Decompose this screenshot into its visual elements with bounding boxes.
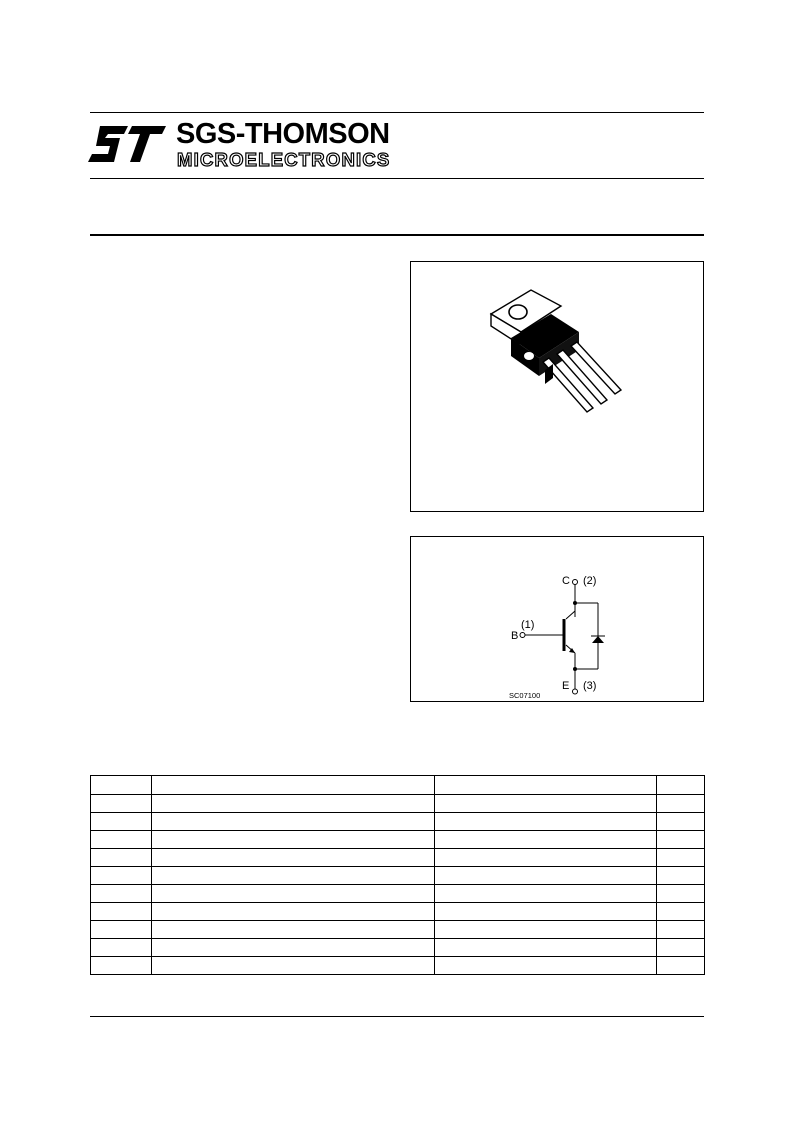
- table-cell: [657, 903, 705, 921]
- table-cell: [91, 903, 152, 921]
- table-cell: [152, 795, 435, 813]
- table-cell: [657, 795, 705, 813]
- table-row: [91, 957, 705, 975]
- table-cell: [91, 885, 152, 903]
- table-cell: [152, 903, 435, 921]
- emitter-pin: (3): [583, 680, 597, 692]
- package-figure: [410, 261, 704, 512]
- table-cell: [657, 885, 705, 903]
- collector-label: C: [562, 575, 570, 587]
- header-bottom-rule: [90, 178, 704, 179]
- table-cell: [435, 849, 657, 867]
- table-cell: [435, 867, 657, 885]
- table-cell: [657, 849, 705, 867]
- table-cell: [152, 831, 435, 849]
- table-row: [91, 939, 705, 957]
- table-cell: [152, 867, 435, 885]
- table-cell: [435, 813, 657, 831]
- table-cell: [91, 957, 152, 975]
- table-cell: [657, 939, 705, 957]
- table-cell: [657, 813, 705, 831]
- table-cell: [435, 903, 657, 921]
- base-label: B: [511, 630, 519, 642]
- header-cell: [657, 776, 705, 795]
- table-cell: [657, 957, 705, 975]
- table-cell: [91, 921, 152, 939]
- transistor-schematic: [411, 537, 705, 703]
- table-cell: [435, 795, 657, 813]
- table-row: [91, 867, 705, 885]
- emitter-label: E: [562, 680, 570, 692]
- table-cell: [152, 849, 435, 867]
- header-top-rule: [90, 112, 704, 113]
- table-row: [91, 885, 705, 903]
- st-logo-icon: [88, 122, 168, 172]
- table-cell: [91, 831, 152, 849]
- table-cell: [435, 939, 657, 957]
- title-rule: [90, 234, 704, 236]
- collector-pin: (2): [583, 575, 597, 587]
- schematic-figure: [410, 536, 704, 702]
- table-row: [91, 903, 705, 921]
- table-cell: [152, 885, 435, 903]
- table-row: [91, 849, 705, 867]
- table-cell: [657, 921, 705, 939]
- table-cell: [91, 813, 152, 831]
- table-cell: [152, 957, 435, 975]
- ratings-table: [90, 775, 705, 975]
- table-cell: [91, 939, 152, 957]
- table-row: [91, 813, 705, 831]
- table-cell: [152, 921, 435, 939]
- table-cell: [435, 885, 657, 903]
- drawing-code: SC07100: [509, 691, 541, 700]
- header-cell: [435, 776, 657, 795]
- table-header-row: [91, 776, 705, 795]
- table-cell: [152, 939, 435, 957]
- footer-rule: [90, 1016, 704, 1017]
- table-cell: [435, 957, 657, 975]
- brand-subtitle: MICROELECTRONICS: [177, 149, 391, 170]
- table-row: [91, 831, 705, 849]
- table-cell: [435, 921, 657, 939]
- table-row: [91, 795, 705, 813]
- table-cell: [152, 813, 435, 831]
- brand-name: SGS-THOMSON: [176, 118, 390, 150]
- header-cell: [91, 776, 152, 795]
- base-pin: (1): [521, 619, 535, 631]
- table-cell: [435, 831, 657, 849]
- table-cell: [91, 867, 152, 885]
- table-row: [91, 921, 705, 939]
- to220-package-icon: [411, 262, 705, 513]
- table-cell: [657, 867, 705, 885]
- table-cell: [91, 795, 152, 813]
- header-cell: [152, 776, 435, 795]
- table-cell: [91, 849, 152, 867]
- table-cell: [657, 831, 705, 849]
